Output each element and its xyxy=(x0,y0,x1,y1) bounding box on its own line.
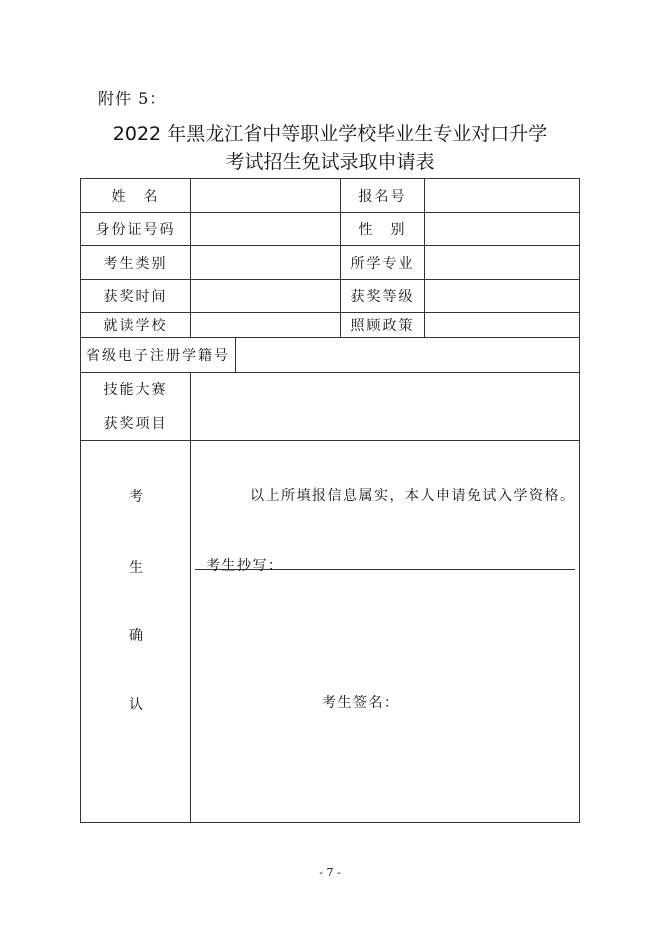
registration-number-label: 报名号 xyxy=(341,179,425,212)
major-field[interactable] xyxy=(425,246,579,279)
form-row-name xyxy=(81,179,579,213)
award-time-field[interactable] xyxy=(191,280,341,312)
copy-line[interactable] xyxy=(195,569,575,570)
registration-number-field[interactable] xyxy=(425,179,579,212)
provincial-registration-field[interactable] xyxy=(236,338,579,372)
form-row-id xyxy=(81,213,579,246)
award-level-field[interactable] xyxy=(425,280,579,312)
form-row-category xyxy=(81,246,579,280)
name-field[interactable] xyxy=(191,179,341,212)
preferential-policy-label: 照顾政策 xyxy=(341,313,425,337)
skill-award-label-line1: 技能大赛 xyxy=(103,381,168,398)
page-number: - 7 - xyxy=(319,866,341,879)
confirm-char-3: 确 xyxy=(129,628,143,644)
signature-label: 考生签名： xyxy=(322,695,400,711)
form-row-award xyxy=(81,280,579,313)
confirm-char-1: 考 xyxy=(129,489,143,505)
provincial-registration-label: 省级电子注册学籍号 xyxy=(81,338,236,372)
form-row-school xyxy=(81,313,579,338)
confirm-char-2: 生 xyxy=(129,560,143,576)
award-time-label: 获奖时间 xyxy=(81,280,191,312)
form-row-registration xyxy=(81,338,579,373)
major-label: 所学专业 xyxy=(341,246,425,279)
declaration-text: 以上所填报信息属实，本人申请免试入学资格。 xyxy=(250,488,576,504)
form-title-line2: 考试招生免试录取申请表 xyxy=(225,151,435,173)
skill-award-label-line2: 获奖项目 xyxy=(103,415,168,432)
confirm-char-4: 认 xyxy=(129,697,143,713)
name-label: 姓 名 xyxy=(81,179,191,212)
skill-award-field[interactable] xyxy=(191,373,579,440)
id-number-label: 身份证号码 xyxy=(81,213,191,245)
confirmation-label-column xyxy=(81,441,191,822)
skill-award-label xyxy=(81,373,191,440)
copy-label: 考生抄写： xyxy=(206,558,284,574)
candidate-category-label: 考生类别 xyxy=(81,246,191,279)
award-level-label: 获奖等级 xyxy=(341,280,425,312)
school-field[interactable] xyxy=(191,313,341,337)
id-number-field[interactable] xyxy=(191,213,341,245)
preferential-policy-field[interactable] xyxy=(425,313,579,337)
gender-field[interactable] xyxy=(425,213,579,245)
school-label: 就读学校 xyxy=(81,313,191,337)
form-title-line1: 2022 年黑龙江省中等职业学校毕业生专业对口升学 xyxy=(112,123,548,145)
candidate-category-field[interactable] xyxy=(191,246,341,279)
form-row-skill-award xyxy=(81,373,579,441)
attachment-label: 附件 5： xyxy=(98,89,167,108)
gender-label: 性 别 xyxy=(341,213,425,245)
